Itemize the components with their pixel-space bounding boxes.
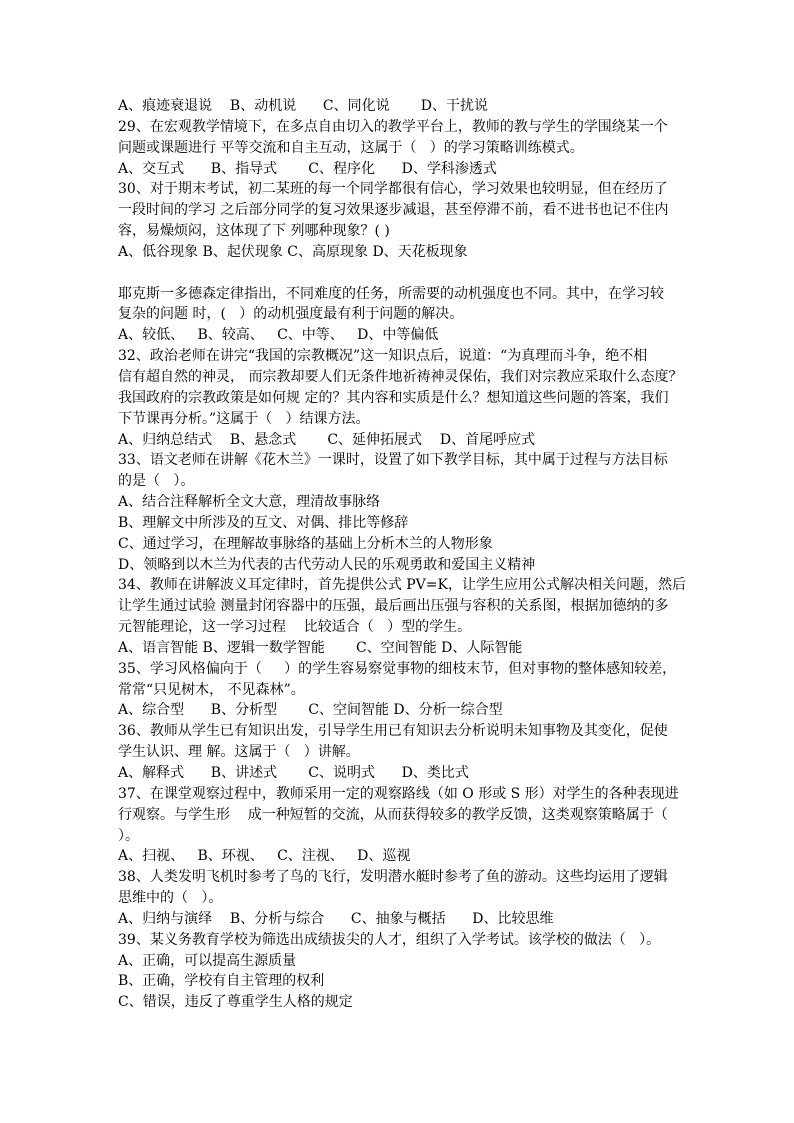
answer-option-line: A、痕迹衰退说 B、动机说 C、同化说 D、干扰说	[118, 98, 488, 114]
text-line: 的是（ ）。	[118, 473, 195, 490]
answer-option-line: A、归纳与演绎 B、分析与综合 C、抽象与概括 D、比较思维	[118, 910, 554, 927]
text-line: 思维中的（ ）。	[118, 890, 223, 907]
text-line: 耶克斯一多德森定律指出，不同难度的任务，所需要的动机强度也不同。其中，在学习较	[118, 285, 664, 302]
text-line: ）。	[118, 827, 139, 844]
text-line: 行观察。与学生形 成一种短暂的交流，从而获得较多的教学反馈，这类观察策略属于（	[118, 806, 668, 823]
question-line: 33、语文老师在讲解《花木兰》一课时，设置了如下教学目标，其中属于过程与方法目标	[118, 452, 668, 469]
answer-option-line: A、归纳总结式 B、悬念式 C、延伸拓展式 D、首尾呼应式	[118, 431, 536, 448]
question-line: 29、在宏观教学情境下，在多点自由切入的教学平台上，教师的教与学生的学围绕某一个	[118, 118, 668, 135]
text-line: 元智能理论，这一学习过程 比较适合（ ）型的学生。	[118, 619, 472, 636]
answer-option-line: A、扫视、 B、环视、 C、注视、 D、巡视	[118, 848, 411, 865]
text-line: 信有超自然的神灵， 而宗教却要人们无条件地祈祷神灵保佑，我们对宗教应采取什么态度？	[118, 368, 683, 385]
answer-option-line: A、低谷现象 B、起伏现象 C、高原现象 D、天花板现象	[118, 243, 468, 260]
question-line: 37、在课堂观察过程中，教师采用一定的观察路线（如 O 形或 S 形）对学生的各种表现进	[118, 785, 679, 802]
question-line: 36、教师从学生已有知识出发，引导学生用已有知识去分析说明未知事物及其变化，促使	[118, 723, 668, 740]
answer-option-line: B、正确，学校有自主管理的权利	[118, 973, 325, 990]
text-line: 下节课再分析。”这属于（ ）结课方法。	[118, 410, 370, 427]
answer-option-line: A、解释式 B、讲述式 C、说明式 D、类比式	[118, 765, 469, 781]
answer-option-line: D、领略到以木兰为代表的古代劳动人民的乐观勇敢和爱国主义精神	[118, 556, 536, 573]
answer-option-line: A、较低、 B、较高、 C、中等、 D、中等偏低	[118, 327, 439, 344]
text-line: 容，易燥烦闷，这体现了下 列哪种现象？( )	[118, 223, 390, 240]
question-line: 30、对于期末考试，初二某班的每一个同学都很有信心，学习效果也较明显，但在经历了	[118, 181, 668, 198]
text-line: 一段时间的学习 之后部分同学的复习效果逐步减退，甚至停滞不前，看不进书也记不住内	[118, 202, 669, 219]
question-line: 32、政治老师在讲完“我国的宗教概况”这一知识点后，说道：“为真理而斗争，绝不相	[118, 348, 648, 365]
answer-option-line: A、正确，可以提高生源质量	[118, 952, 297, 969]
answer-option-line: C、通过学习，在理解故事脉络的基础上分析木兰的人物形象	[118, 535, 493, 552]
text-line: 让学生通过试验 测量封闭容器中的压强，最后画出压强与容积的关系图，根据加德纳的多	[118, 598, 669, 615]
answer-option-line: A、交互式 B、指导式 C、程序化 D、学科渗透式	[118, 160, 497, 177]
answer-option-line: B、理解文中所涉及的互文、对偶、排比等修辞	[118, 514, 409, 531]
text-line: 问题或课题进行 平等交流和自主互动，这属于（ ）的学习策略训练模式。	[118, 139, 584, 156]
document-page	[118, 96, 688, 1013]
answer-option-line: A、语言智能 B、逻辑一数学智能 C、空间智能 D、人际智能	[118, 639, 523, 656]
answer-option-line: C、错误，违反了尊重学生人格的规定	[118, 994, 353, 1011]
question-line: 39、某义务教育学校为筛选出成绩拔尖的人才，组织了入学考试。该学校的做法（ ）。	[118, 931, 661, 948]
answer-option-line: A、综合型 B、分析型 C、空间智能 D、分析一综合型	[118, 702, 503, 719]
blank-line	[118, 263, 688, 284]
text-line: 复杂的问题 时，( ）的动机强度最有利于问题的解决。	[118, 306, 464, 323]
question-line: 35、学习风格偏向于（ ）的学生容易察觉事物的细枝末节，但对事物的整体感知较差，	[118, 660, 677, 677]
answer-option-line: A、结合注释解析全文大意，理清故事脉络	[118, 494, 381, 511]
text-line: 学生认识、理 解。这属于（ ）讲解。	[118, 744, 360, 761]
question-line: 34、教师在讲解波义耳定律时，首先提供公式 PV=K，让学生应用公式解决相关问题，然后	[118, 577, 686, 594]
question-line: 38、人类发明飞机时参考了鸟的飞行，发明潜水艇时参考了鱼的游动。这些均运用了逻辑	[118, 869, 668, 886]
text-line: 我国政府的宗教政策是如何规 定的？其内容和实质是什么？想知道这些问题的答案，我们	[118, 389, 669, 406]
text-line: 常常“只见树木， 不见森林”。	[118, 681, 305, 698]
